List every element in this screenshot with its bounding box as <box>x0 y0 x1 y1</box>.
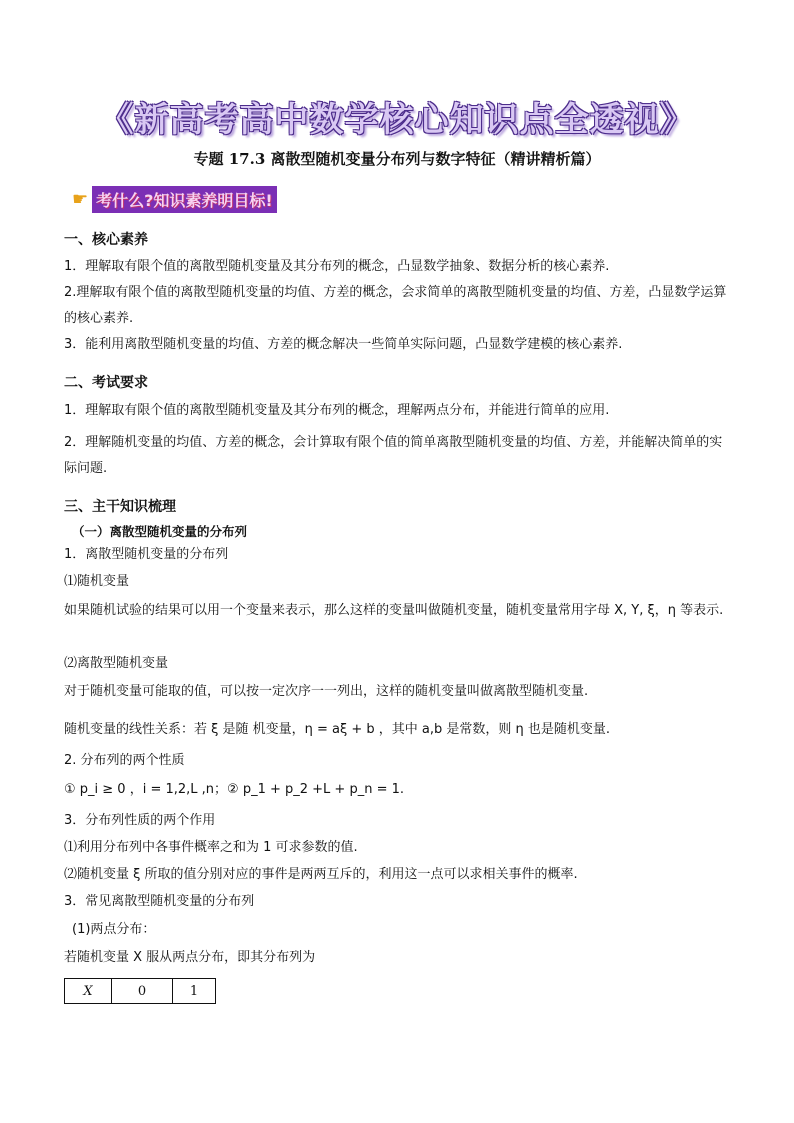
exam-item-2: 2．理解随机变量的均值、方差的概念，会计算取有限个值的简单离散型随机变量的均值、方差，并能解决简单的实际问题. <box>64 435 723 476</box>
line-12: 3．常见离散型随机变量的分布列 <box>64 894 255 909</box>
subsection-heading: （一）离散型随机变量的分布列 <box>72 524 248 539</box>
line-7: 2. 分布列的两个性质 <box>64 753 185 768</box>
core-item-2: 2.理解取有限个值的离散型随机变量的均值、方差的概念，会求简单的离散型随机变量的均值、方差，凸显数学运算的核心素养. <box>64 285 727 326</box>
table-row <box>65 979 216 1004</box>
pointing-hand-icon: ☛ <box>72 188 89 210</box>
exam-item-1: 1．理解取有限个值的离散型随机变量及其分布列的概念，理解两点分布，并能进行简单的应用. <box>64 403 610 418</box>
section-heading-knowledge: 三、主干知识梳理 <box>64 499 176 515</box>
document-subtitle: 专题 17.3 离散型随机变量分布列与数字特征（精讲精析篇） <box>193 150 601 168</box>
line-2: ⑴随机变量 <box>64 574 130 589</box>
table-cell-x: X <box>65 979 112 1004</box>
core-item-3: 3．能利用离散型随机变量的均值、方差的概念解决一些简单实际问题，凸显数学建模的核心素养. <box>64 337 623 352</box>
core-item-1: 1．理解取有限个值的离散型随机变量及其分布列的概念，凸显数学抽象、数据分析的核心素养. <box>64 259 610 274</box>
section-heading-exam: 二、考试要求 <box>64 375 148 391</box>
section-heading-core: 一、核心素养 <box>64 232 148 248</box>
line-13: (1)两点分布： <box>72 922 156 937</box>
line-1: 1．离散型随机变量的分布列 <box>64 547 229 562</box>
document-title: 《新高考高中数学核心知识点全透视》 <box>99 100 695 140</box>
section-banner <box>72 186 277 212</box>
distribution-table <box>64 978 216 1004</box>
table-cell-0: 0 <box>112 979 173 1004</box>
table-cell-1: 1 <box>173 979 216 1004</box>
line-9: 3．分布列性质的两个作用 <box>64 813 216 828</box>
line-3: 如果随机试验的结果可以用一个变量来表示，那么这样的变量叫做随机变量，随机变量常用字母 X, Y, ξ，η 等表示. <box>64 603 724 618</box>
line-10: ⑴利用分布列中各事件概率之和为 1 可求参数的值. <box>64 840 358 855</box>
line-14: 若随机变量 X 服从两点分布，即其分布列为 <box>64 950 316 965</box>
line-5: 对于随机变量可能取的值，可以按一定次序一一列出，这样的随机变量叫做离散型随机变量. <box>64 684 589 699</box>
banner-text: 考什么?知识素养明目标! <box>92 186 277 213</box>
line-11: ⑵随机变量 ξ 所取的值分别对应的事件是两两互斥的，利用这一点可以求相关事件的概率. <box>64 867 578 882</box>
line-6: 随机变量的线性关系：若 ξ 是随 机变量，η = aξ + b ，其中 a,b 是常数，则 η 也是随机变量. <box>64 722 611 737</box>
line-4: ⑵离散型随机变量 <box>64 656 169 671</box>
line-8: ① p_i ≥ 0 ，i = 1,2,L ,n；② p_1 + p_2 +L + p_n = 1. <box>64 782 404 797</box>
